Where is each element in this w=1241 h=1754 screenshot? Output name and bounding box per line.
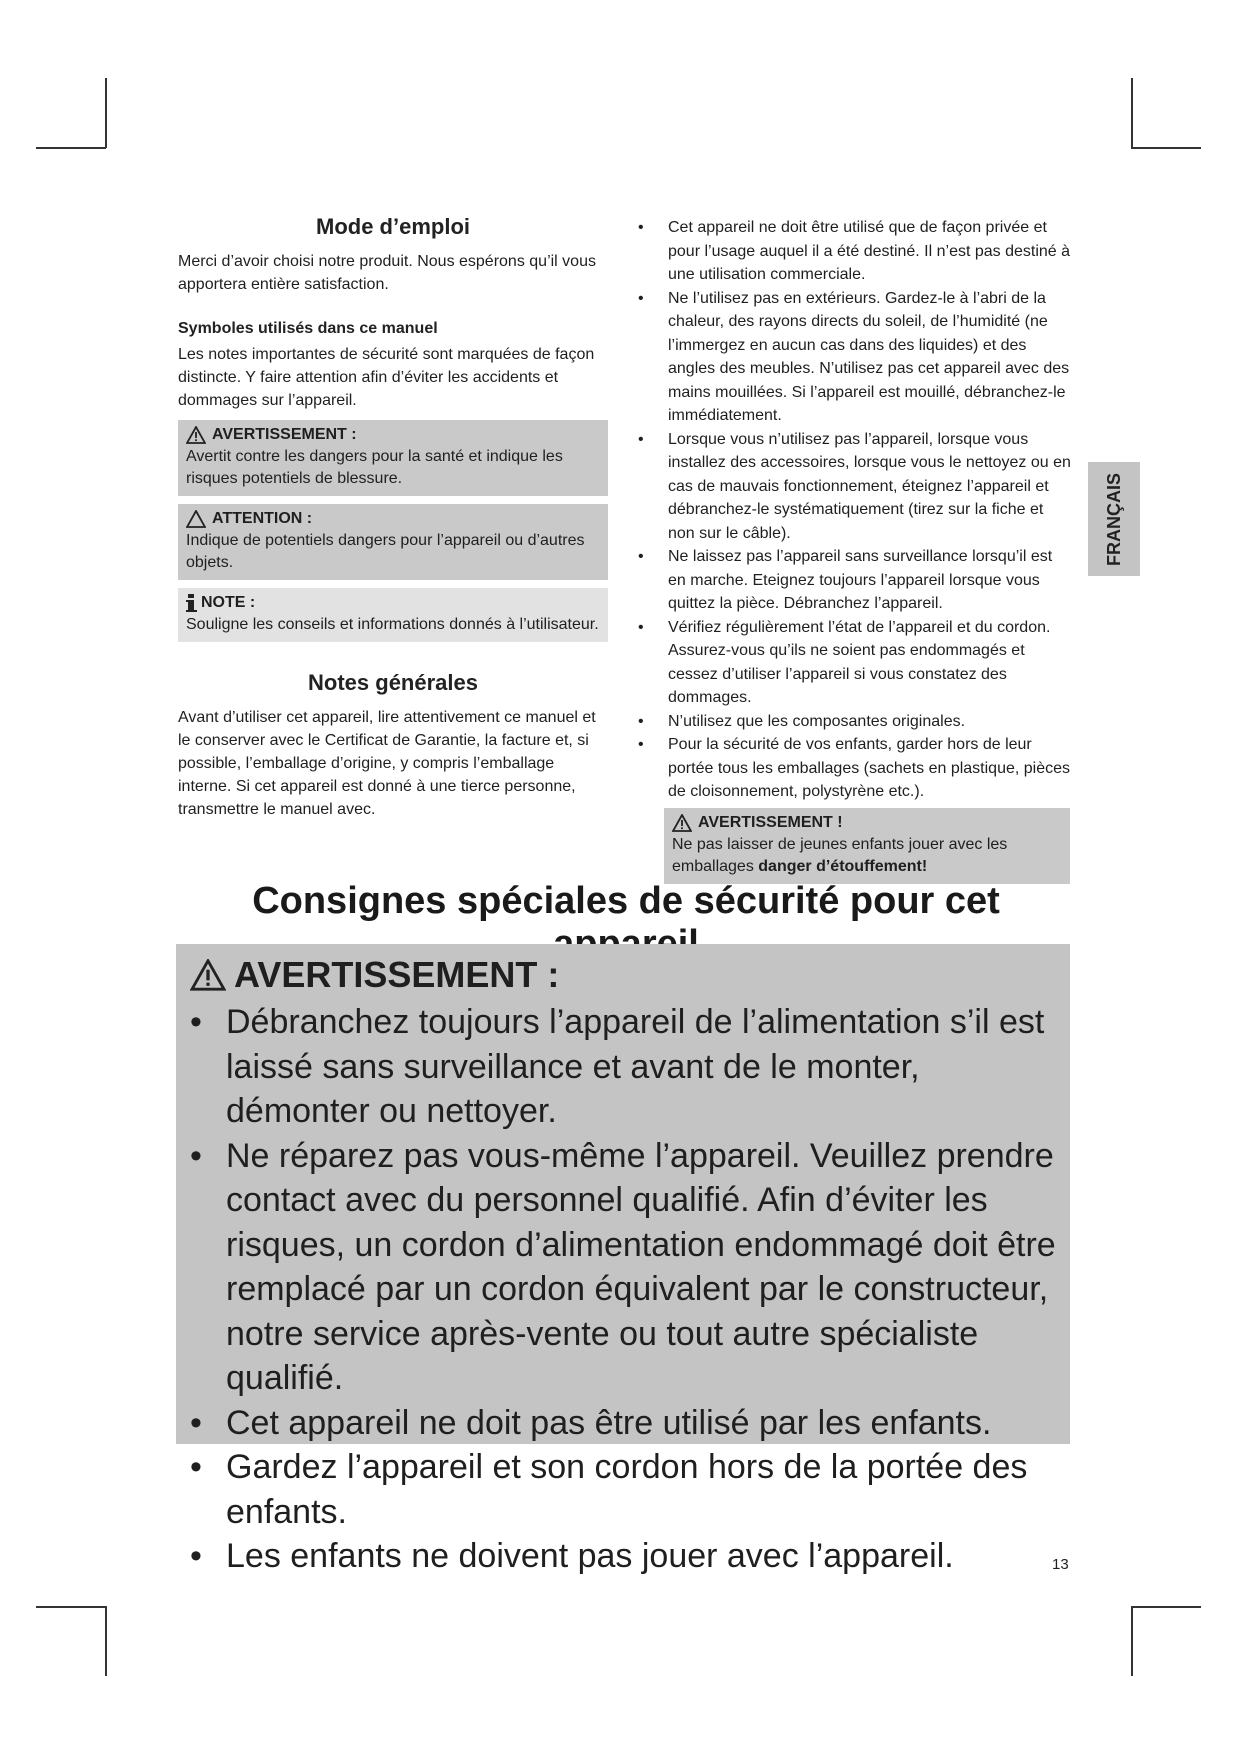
intro-text: Merci d’avoir choisi notre produit. Nous espérons qu’il vous apportera entière satisfaction. bbox=[178, 253, 596, 293]
mode-emploi-title: Mode d’emploi bbox=[316, 214, 470, 239]
list-item: • N’utilisez que les composantes originales. bbox=[638, 710, 1074, 734]
list-item: • Lorsque vous n’utilisez pas l’appareil, lorsque vous installez des accessoires, lorsque vous le nettoyez ou en cas de mauvais fonctionnement, éteignez l’appareil et débranchez-le systématiquement (tirez sur la fiche et non sur le câble). bbox=[638, 428, 1074, 546]
children-warning-text bbox=[672, 834, 1062, 878]
left-column bbox=[178, 214, 608, 821]
crop-mark bbox=[1131, 78, 1133, 148]
list-item: • Ne l’utilisez pas en extérieurs. Gardez-le à l’abri de la chaleur, des rayons directs du soleil, de l’humidité (ne l’immergez en aucun cas dans des liquides) et des angles des meubles. N’utilisez pas cet appareil avec des mains mouillées. Si l’appareil est mouillé, débranchez-le immédiatement. bbox=[638, 287, 1074, 428]
general-notes-title: Notes générales bbox=[308, 670, 478, 695]
attention-text: Indique de potentiels dangers pour l’appareil ou d’autres objets. bbox=[186, 532, 585, 571]
list-item: • Débranchez toujours l’appareil de l’alimentation s’il est laissé sans surveillance et avant de le monter, démonter ou nettoyer. bbox=[190, 1000, 1056, 1134]
crop-mark bbox=[36, 147, 106, 149]
symbols-text: Les notes importantes de sécurité sont marquées de façon distincte. Y faire attention afin d’éviter les accidents et dommages sur l’appareil. bbox=[178, 346, 595, 409]
special-warning-label-row bbox=[190, 950, 1056, 1000]
list-item: • Cet appareil ne doit pas être utilisé par les enfants. bbox=[190, 1401, 1056, 1446]
list-item: • Vérifiez régulièrement l’état de l’appareil et du cordon. Assurez-vous qu’ils ne soient pas endommagés et cessez d’utiliser l’appareil si vous constatez des dommages. bbox=[638, 616, 1074, 710]
page-number: 13 bbox=[1052, 1556, 1069, 1573]
children-warning-text-plain: Ne pas laisser de jeunes enfants jouer avec les emballages bbox=[672, 835, 1008, 875]
list-item: • Pour la sécurité de vos enfants, garder hors de leur portée tous les emballages (sachets en plastique, pièces de cloisonnement, polystyrène etc.). bbox=[638, 733, 1074, 804]
list-item: • Ne réparez pas vous-même l’appareil. Veuillez prendre contact avec du personnel qualifié. Afin d’éviter les risques, un cordon d’alimentation endommagé doit être remplacé par un cordon équivalent par le constructeur, notre service après-vente ou tout autre spécialiste qualifié. bbox=[190, 1134, 1056, 1401]
note-box bbox=[178, 588, 608, 642]
warning-box bbox=[178, 420, 608, 496]
general-notes-text: Avant d’utiliser cet appareil, lire attentivement ce manuel et le conserver avec le Certificat de Garantie, la facture et, si possible, l’emballage d’origine, y compris l’emballage interne. Si cet appareil est donné à une tierce personne, transmettre le manuel avec. bbox=[178, 709, 596, 818]
special-safety-list bbox=[190, 1000, 1056, 1579]
attention-box bbox=[178, 504, 608, 580]
list-item: • Ne laissez pas l’appareil sans surveillance lorsqu’il est en marche. Eteignez toujours l’appareil lorsque vous quittez la pièce. Débranchez l’appareil. bbox=[638, 545, 1074, 616]
symbols-heading: Symboles utilisés dans ce manuel bbox=[178, 320, 438, 337]
special-safety-title: Consignes spéciales de sécurité pour cet bbox=[252, 880, 1000, 922]
children-warning-text-bold: danger d’étouffement! bbox=[758, 857, 928, 875]
list-item: • Les enfants ne doivent pas jouer avec l’appareil. bbox=[190, 1534, 1056, 1579]
special-warning-label: AVERTISSEMENT : bbox=[234, 954, 560, 995]
children-warning-box bbox=[664, 808, 1070, 884]
warning-triangle-icon bbox=[186, 510, 206, 528]
attention-label: ATTENTION : bbox=[212, 510, 313, 527]
warning-triangle-icon bbox=[186, 426, 206, 444]
note-label-row bbox=[186, 592, 600, 614]
language-tab-label: FRANÇAIS bbox=[1103, 472, 1124, 566]
warning-label-row bbox=[186, 424, 600, 446]
crop-mark bbox=[105, 1606, 107, 1676]
safety-list bbox=[638, 216, 1074, 804]
right-column bbox=[638, 216, 1074, 892]
note-text: Souligne les conseils et informations donnés à l’utilisateur. bbox=[186, 616, 599, 633]
crop-mark bbox=[1131, 1606, 1201, 1608]
note-label: NOTE : bbox=[201, 594, 256, 611]
crop-mark bbox=[1131, 1606, 1133, 1676]
warning-label: AVERTISSEMENT : bbox=[212, 426, 357, 443]
crop-mark bbox=[105, 78, 107, 148]
info-icon bbox=[186, 593, 197, 613]
warning-triangle-icon bbox=[190, 959, 226, 991]
children-warning-label-row bbox=[672, 812, 1062, 834]
list-item: • Cet appareil ne doit être utilisé que de façon privée et pour l’usage auquel il a été destiné. Il n’est pas destiné à une utilisation commerciale. bbox=[638, 216, 1074, 287]
crop-mark bbox=[1131, 147, 1201, 149]
crop-mark bbox=[36, 1606, 106, 1608]
list-item: • Gardez l’appareil et son cordon hors de la portée des enfants. bbox=[190, 1445, 1056, 1534]
children-warning-label: AVERTISSEMENT ! bbox=[698, 813, 843, 831]
attention-label-row bbox=[186, 508, 600, 530]
warning-text: Avertit contre les dangers pour la santé et indique les risques potentiels de blessure. bbox=[186, 448, 563, 487]
warning-triangle-icon bbox=[672, 814, 692, 832]
language-tab bbox=[1088, 462, 1140, 576]
